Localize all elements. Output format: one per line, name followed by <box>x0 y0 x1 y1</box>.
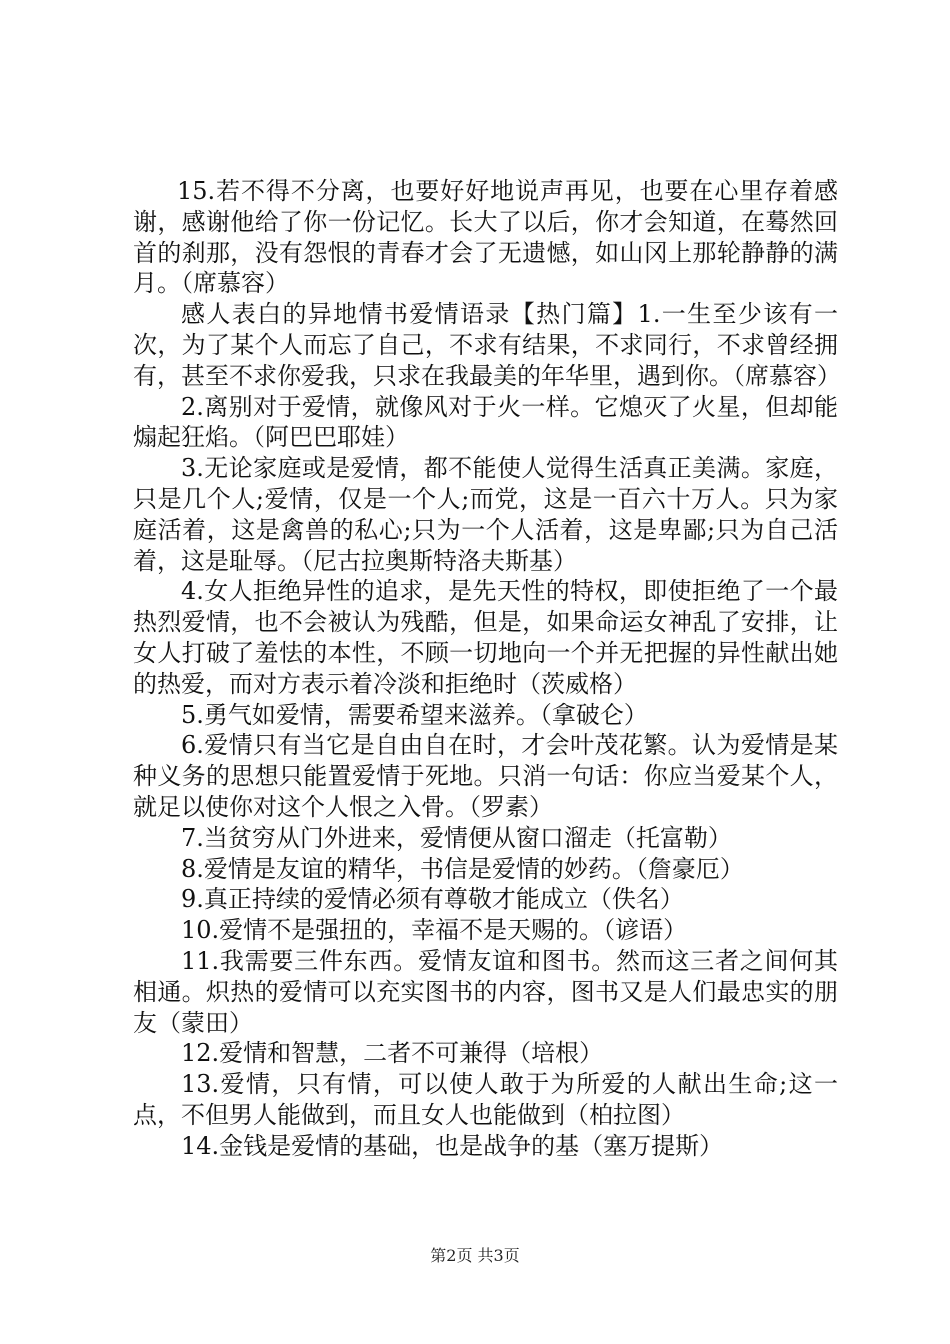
paragraph-quote-12: 12.爱情和智慧，二者不可兼得（培根） <box>181 1039 604 1068</box>
paragraph-quote-15: 15.若不得不分离，也要好好地说声再见，也要在心里存着感谢，感谢他给了你一份记忆。长大了以后，你才会知道，在蓦然回首的刹那，没有怨恨的青春才会了无遗憾，如山冈上那轮静静的满月。（席慕容） <box>133 177 838 298</box>
paragraph-quote-9: 9.真正持续的爱情必须有尊敬才能成立（佚名） <box>181 885 684 914</box>
document-body <box>133 176 841 1162</box>
paragraph-quote-2: 2.离别对于爱情，就像风对于火一样。它熄灭了火星，但却能煽起狂焰。（阿巴巴耶娃） <box>133 392 838 452</box>
paragraph-quote-8: 8.爱情是友谊的精华，书信是爱情的妙药。（詹豪厄） <box>181 854 744 883</box>
paragraph-quote-13: 13.爱情，只有情，可以使人敢于为所爱的人献出生命;这一点，不但男人能做到，而且女人也能做到（柏拉图） <box>133 1070 838 1129</box>
paragraph-quote-6: 6.爱情只有当它是自由自在时，才会叶茂花繁。认为爱情是某种义务的思想只能置爱情于死地。只消一句话：你应当爱某个人，就足以使你对这个人恨之入骨。（罗素） <box>133 731 838 821</box>
paragraph-section-heading: 感人表白的异地情书爱情语录【热门篇】1.一生至少该有一次，为了某个人而忘了自己，不求有结果，不求同行，不求曾经拥有，甚至不求你爱我，只求在我最美的年华里，遇到你。（席慕容） <box>133 300 841 390</box>
paragraph-quote-4: 4.女人拒绝异性的追求，是先天性的特权，即使拒绝了一个最热烈爱情，也不会被认为残酷，但是，如果命运女神乱了安排，让女人打破了羞怯的本性，不顾一切地向一个并无把握的异性献出她的热爱，而对方表示着冷淡和拒绝时（茨威格） <box>133 577 838 698</box>
page-footer: 第2页 共3页 <box>430 1246 520 1265</box>
paragraph-quote-11: 11.我需要三件东西。爱情友谊和图书。然而这三者之间何其相通。炽热的爱情可以充实图书的内容，图书又是人们最忠实的朋友（蒙田） <box>133 946 838 1037</box>
paragraph-quote-5: 5.勇气如爱情，需要希望来滋养。（拿破仑） <box>181 700 648 729</box>
paragraph-quote-3: 3.无论家庭或是爱情，都不能使人觉得生活真正美满。家庭，只是几个人;爱情，仅是一个人;而党，这是一百六十万人。只为家庭活着，这是禽兽的私心;只为一个人活着，这是卑鄙;只为自己活着，这是耻辱。（尼古拉奥斯特洛夫斯基） <box>133 454 838 575</box>
paragraph-quote-14: 14.金钱是爱情的基础，也是战争的基（塞万提斯） <box>181 1131 724 1160</box>
paragraph-quote-10: 10.爱情不是强扭的，幸福不是天赐的。（谚语） <box>181 916 688 945</box>
paragraph-quote-7: 7.当贫穷从门外进来，爱情便从窗口溜走（托富勒） <box>181 823 732 852</box>
